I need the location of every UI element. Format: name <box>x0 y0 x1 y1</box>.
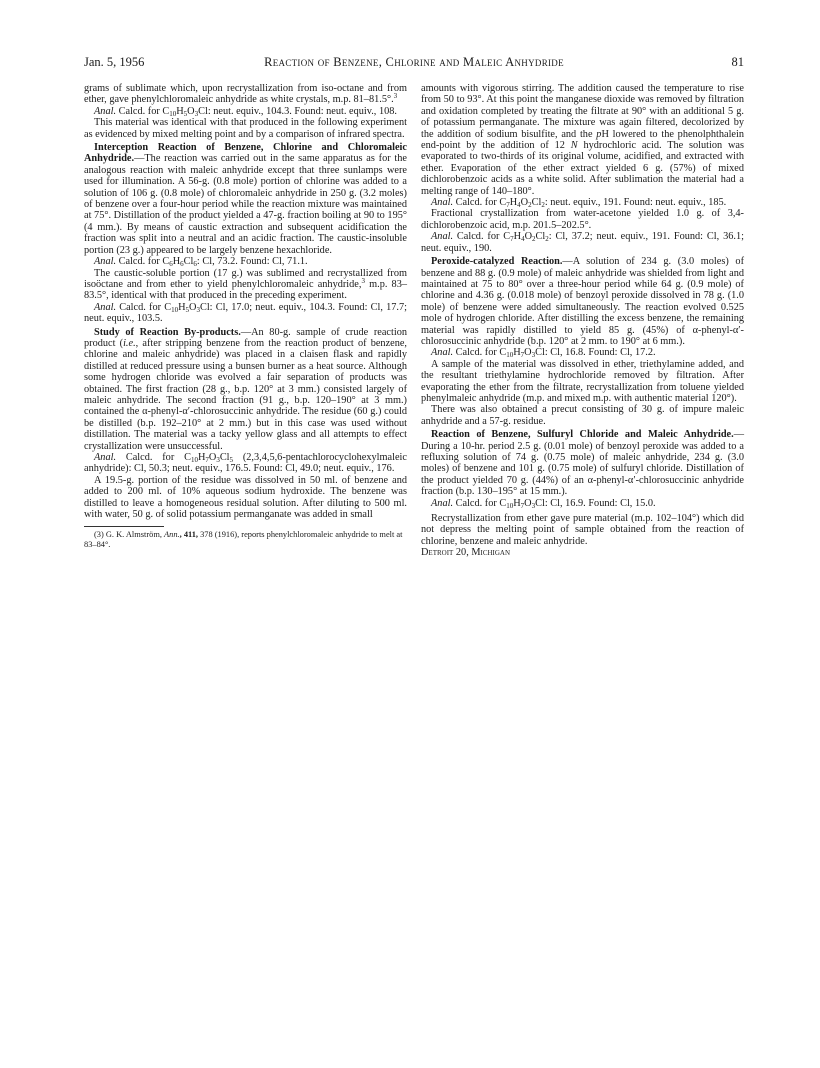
analysis-line: Anal. Calcd. for $C_{10}H_5O_3Cl$: Cl, 17.0; neut. equiv., 104.3. Found: Cl, 17.7; neut. equiv., 103.5. <box>84 301 407 325</box>
analysis-line: Anal. Calcd. for $C_7H_4O_2Cl_2$: Cl, 37.2; neut. equiv., 191. Found: Cl, 36.1; neut. equiv., 190. <box>421 231 744 254</box>
section-heading: Reaction of Benzene, Sulfuryl Chloride and Maleic Anhydride. <box>431 429 734 441</box>
analysis-line: Anal. Calcd. for $C_7H_4O_2Cl_2$: neut. equiv., 191. Found: neut. equiv., 185. <box>431 197 727 210</box>
paragraph: This material was identical with that produced in the following experiment as evidenced by mixed melting point and by a comparison of infrared spectra. <box>84 117 407 140</box>
running-header <box>84 55 744 71</box>
section-paragraph: Study of Reaction By-products.—An 80-g. sample of crude reaction product (i.e., after stripping benzene from the reaction product of benzene, chlorine and maleic anhydride) was placed in a claisen flask and rapidly distilled at reduced pressure using a bunsen burner as a heat source. Although some hydrogen chloride was evolved a fair separation of products was obtained. The first fraction (28 g., b.p. 120° at 3 mm.) consisted largely of maleic anhydride. The second fraction (91 g., b.p. 120–190° at 3 mm.) contained the α-phenyl-α′-chlorosuccinic anhydride. The residue (60 g.) could be distilled (b.p. 192–210° at 2 mm.) but in this case was used without distillation. The material was a tacky yellow glass and all attempts to effect crystallization were unsuccessful. <box>84 326 407 452</box>
page-number: 81 <box>731 55 744 69</box>
section-heading: Peroxide-catalyzed Reaction. <box>431 256 563 268</box>
footnote: (3) G. K. Almström, Ann., 411, 378 (1916), reports phenylchloromaleic anhydride to melt at 83–84°. <box>84 530 403 550</box>
section-heading: Study of Reaction By-products. <box>94 326 241 338</box>
left-column <box>84 83 407 550</box>
analysis-line: Anal. Calcd. for $C_{10}H_7O_3Cl$: Cl, 16.9. Found: Cl, 15.0. <box>431 497 656 510</box>
author-address: Detroit 20, Michigan <box>421 547 511 559</box>
analysis-line: Anal. Calcd. for $C_{10}H_7O_3Cl$: Cl, 16.8. Found: Cl, 17.2. <box>431 347 656 360</box>
paragraph: There was also obtained a precut consisting of 30 g. of impure maleic anhydride and a 57-g. residue. <box>421 404 744 427</box>
right-column <box>421 83 744 559</box>
header-title: Reaction of Benzene, Chlorine and Maleic Anhydride <box>264 55 564 69</box>
paragraph: The caustic-soluble portion (17 g.) was sublimed and recrystallized from isoöctane and from ether to yield phenylchloromaleic anhydride,$^3$ m.p. 83–83.5°, identical with that produced in the preceding experiment. <box>84 267 408 302</box>
section-paragraph: Interception Reaction of Benzene, Chlorine and Chloromaleic Anhydride.—The reaction was carried out in the same apparatus as for the analogous reaction with maleic anhydride except that three sunlamps were used for illumination. A 56-g. (0.8 mole) portion of chlorine was added to a solution of 106 g. (0.8 mole) of chloromaleic anhydride in 250 g. (3.2 moles) of benzene over a four-hour period while the reaction mixture was maintained at 75°. Distillation of the product yielded a 47-g. fraction boiling at 90 to 195° (4 mm.). By means of caustic extraction and subsequent acidification the fraction was split into a neutral and an acidic fraction. The caustic-insoluble portion (23 g.) appeared to be largely benzene hexachloride. <box>84 142 407 256</box>
section-paragraph: Reaction of Benzene, Sulfuryl Chloride and Maleic Anhydride.—During a 10-hr. period 2.5 g. (0.01 mole) of benzoyl peroxide was added to a refluxing solution of 74 g. (0.75 mole) of maleic anhydride, 234 g. (3.0 moles) of benzene and 101 g. (0.75 mole) of sulfuryl chloride. Distillation of the product yielded 70 g. (44%) of an α-phenyl-α′-chlorosuccinic anhydride fraction (b.p. 130–195° at 15 mm.). <box>421 429 744 498</box>
paragraph: A sample of the material was dissolved in ether, triethylamine added, and the resultant triethylamine hydrochloride removed by filtration. After evaporating the ether from the filtrate, recrystallization from toluene yielded phenylmaleic anhydride (m.p. and mixed m.p. with authentic material 120°). <box>421 358 744 404</box>
paragraph: A 19.5-g. portion of the residue was dissolved in 50 ml. of benzene and added to 200 ml. of 10% aqueous sodium hydroxide. The benzene was distilled to leave a homogeneous residual solution. After diluting to 500 ml. with water, 50 g. of solid potassium permanganate was added in small <box>84 474 407 521</box>
analysis-line: Anal. Calcd. for $C_{10}H_7O_3Cl_5$ (2,3,4,5,6-pentachlorocyclohexylmaleic anhydride): Cl, 50.3; neut. equiv., 176.5. Found: Cl, 49.0; neut. equiv., 176. <box>84 452 407 475</box>
paragraph: grams of sublimate which, upon recrystallization from iso-octane and from ether, gave phenylchloromaleic anhydride as white crystals, m.p. 81–81.5°.$^3$ <box>84 83 407 106</box>
section-heading: Interception Reaction of Benzene, Chlorine and Chloromaleic Anhydride. <box>84 142 407 165</box>
header-date: Jan. 5, 1956 <box>84 55 145 69</box>
paragraph: amounts with vigorous stirring. The addition caused the temperature to rise from 50 to 93°. At this point the manganese dioxide was removed by filtration and oxidation completed by treating the filtrate at 90° with an additional 5 g. of potassium permanganate. The mixture was again filtered, decolorized by the addition of sodium bisulfite, and the pH lowered to the phenolphthalein end-point by the addition of 12 N hydrochloric acid. The solution was evaporated to two-thirds of its original volume, acidified, and extracted with ether. Evaporation of the ether extract yielded 6 g. (57%) of mixed dichlorobenzoic acids as a white solid. After sublimation the material had a melting range of 140–180°. <box>421 83 745 197</box>
paragraph: Recrystallization from ether gave pure material (m.p. 102–104°) which did not depress the melting point of sample obtained from the reaction of chlorine, benzene and maleic anhydride. <box>421 513 744 547</box>
analysis-line: Anal. Calcd. for $C_{10}H_5O_3Cl$: neut. equiv., 104.3. Found: neut. equiv., 108. <box>94 105 397 118</box>
section-paragraph: Peroxide-catalyzed Reaction.—A solution of 234 g. (3.0 moles) of benzene and 88 g. (0.9 mole) of maleic anhydride was shielded from light and maintained at 75 to 80° over a three-hour period while 64 g. (0.9 mole) of chlorine and 4.36 g. (0.018 mole) of benzoyl peroxide dissolved in 78 g. (1.0 mole) of benzene were added simultaneously. The reaction evolved 0.525 mole of hydrogen chloride. After distilling the excess benzene, the remaining material was rapidly distilled to yield 85 g. (45%) of α-phenyl-α′-chlorosuccinic anhydride (b.p. 120° at 2 mm. to 190° at 6 mm.). <box>421 256 744 347</box>
paragraph: Fractional crystallization from water-acetone yielded 1.0 g. of 3,4-dichlorobenzoic acid, m.p. 201.5–202.5°. <box>421 208 744 231</box>
footnote-rule <box>84 526 164 527</box>
analysis-line: Anal. Calcd. for $C_6H_6Cl_6$: Cl, 73.2. Found: Cl, 71.1. <box>94 256 308 269</box>
